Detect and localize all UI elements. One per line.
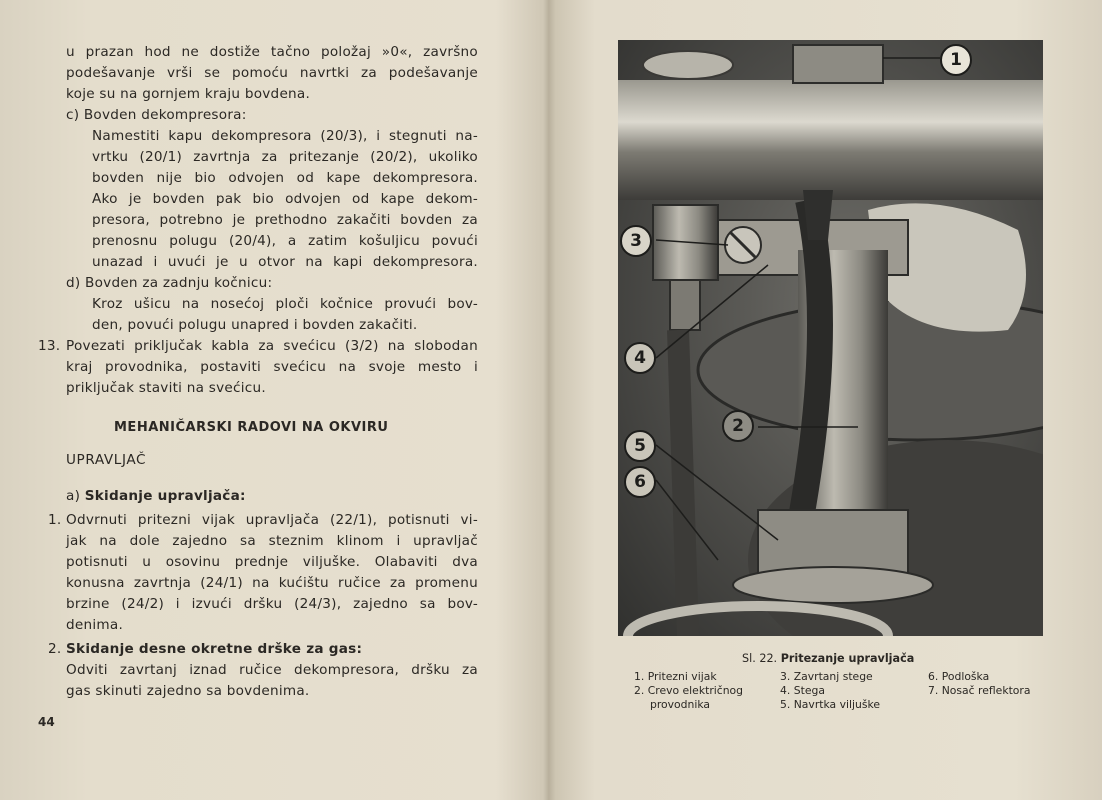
legend-item: 4. Stega <box>780 684 825 697</box>
callout-1: 1 <box>940 44 972 76</box>
legend-item: 1. Pritezni vijak <box>634 670 717 683</box>
caption-prefix: Sl. 22. <box>742 652 778 665</box>
text-line: den, povući polugu unapred i bovden zakačiti. <box>92 317 418 333</box>
step-number: 1. <box>48 512 62 528</box>
text-line: denima. <box>66 617 124 633</box>
legend-item: 6. Podloška <box>928 670 990 683</box>
callout-2: 2 <box>722 410 754 442</box>
text-line: d) Bovden za zadnju kočnicu: <box>66 275 273 291</box>
legend-item: 3. Zavrtanj stege <box>780 670 873 683</box>
text-line: Kroz ušicu na nosećoj ploči kočnice provući bov- <box>92 296 478 312</box>
text-line: brzine (24/2) i izvući dršku (24/3), zajedno sa bov- <box>66 596 478 612</box>
callout-3: 3 <box>620 225 652 257</box>
text-line: prenosnu polugu (20/4), a zatim košuljicu povući <box>92 233 478 249</box>
text-line: potisnuti u osovinu prednje viljuške. Olabaviti dva <box>66 554 478 570</box>
text-line: unazad i uvući je u otvor na kapi dekompresora. <box>92 254 478 270</box>
section-a-title: Skidanje upravljača: <box>84 488 246 504</box>
legend-item: 7. Nosač reflektora <box>928 684 1031 697</box>
callout-5: 5 <box>624 430 656 462</box>
text-line: vrtku (20/1) zavrtnja za pritezanje (20/2), ukoliko <box>92 149 478 165</box>
legend-item: 5. Navrtka viljuške <box>780 698 880 711</box>
text-line: konusna zavrtnja (24/1) na kućištu ručice za promenu <box>66 575 478 591</box>
text-line: bovden nije bio odvojen od kape dekompresora. <box>92 170 478 186</box>
text-line: koje su na gornjem kraju bovdena. <box>66 86 311 102</box>
section-heading: MEHANIČARSKI RADOVI NA OKVIRU <box>114 420 389 435</box>
subheading: UPRAVLJAČ <box>66 452 147 468</box>
text-line: Povezati priključak kabla za svećicu (3/2) na slobodan <box>66 338 478 354</box>
section-a-prefix: a) <box>66 488 85 504</box>
step-number: 2. <box>48 641 62 657</box>
text-line: Ako je bovden pak bio odvojen od kape dekom- <box>92 191 478 207</box>
legend-item: provodnika <box>650 698 711 711</box>
page-number: 44 <box>38 715 55 729</box>
text-line: priključak staviti na svećicu. <box>66 380 266 396</box>
text-line: kraj provodnika, postaviti svećicu na svoje mesto i <box>66 359 478 375</box>
legend-item: 2. Crevo električnog <box>634 684 743 697</box>
caption-title: Pritezanje upravljača <box>780 652 915 665</box>
callout-6: 6 <box>624 466 656 498</box>
text-line: podešavanje vrši se pomoću navrtki za podešavanje <box>66 65 478 81</box>
step2-title: Skidanje desne okretne drške za gas: <box>66 641 363 657</box>
text-line: u prazan hod ne dostiže tačno položaj »0«, završno <box>66 44 478 60</box>
text-line: c) Bovden dekompresora: <box>66 107 247 123</box>
text-line: jak na dole zajedno sa steznim klinom i upravljač <box>66 533 478 549</box>
callout-4: 4 <box>624 342 656 374</box>
text-line: Odviti zavrtanj iznad ručice dekompresora, dršku za <box>66 662 478 678</box>
text-line: Odvrnuti pritezni vijak upravljača (22/1), potisnuti vi- <box>66 512 478 528</box>
text-line: Namestiti kapu dekompresora (20/3), i stegnuti na- <box>92 128 478 144</box>
item-number: 13. <box>38 338 61 354</box>
text-line: gas skinuti zajedno sa bovdenima. <box>66 683 310 699</box>
text-line: presora, potrebno je prethodno zakačiti bovden za <box>92 212 478 228</box>
